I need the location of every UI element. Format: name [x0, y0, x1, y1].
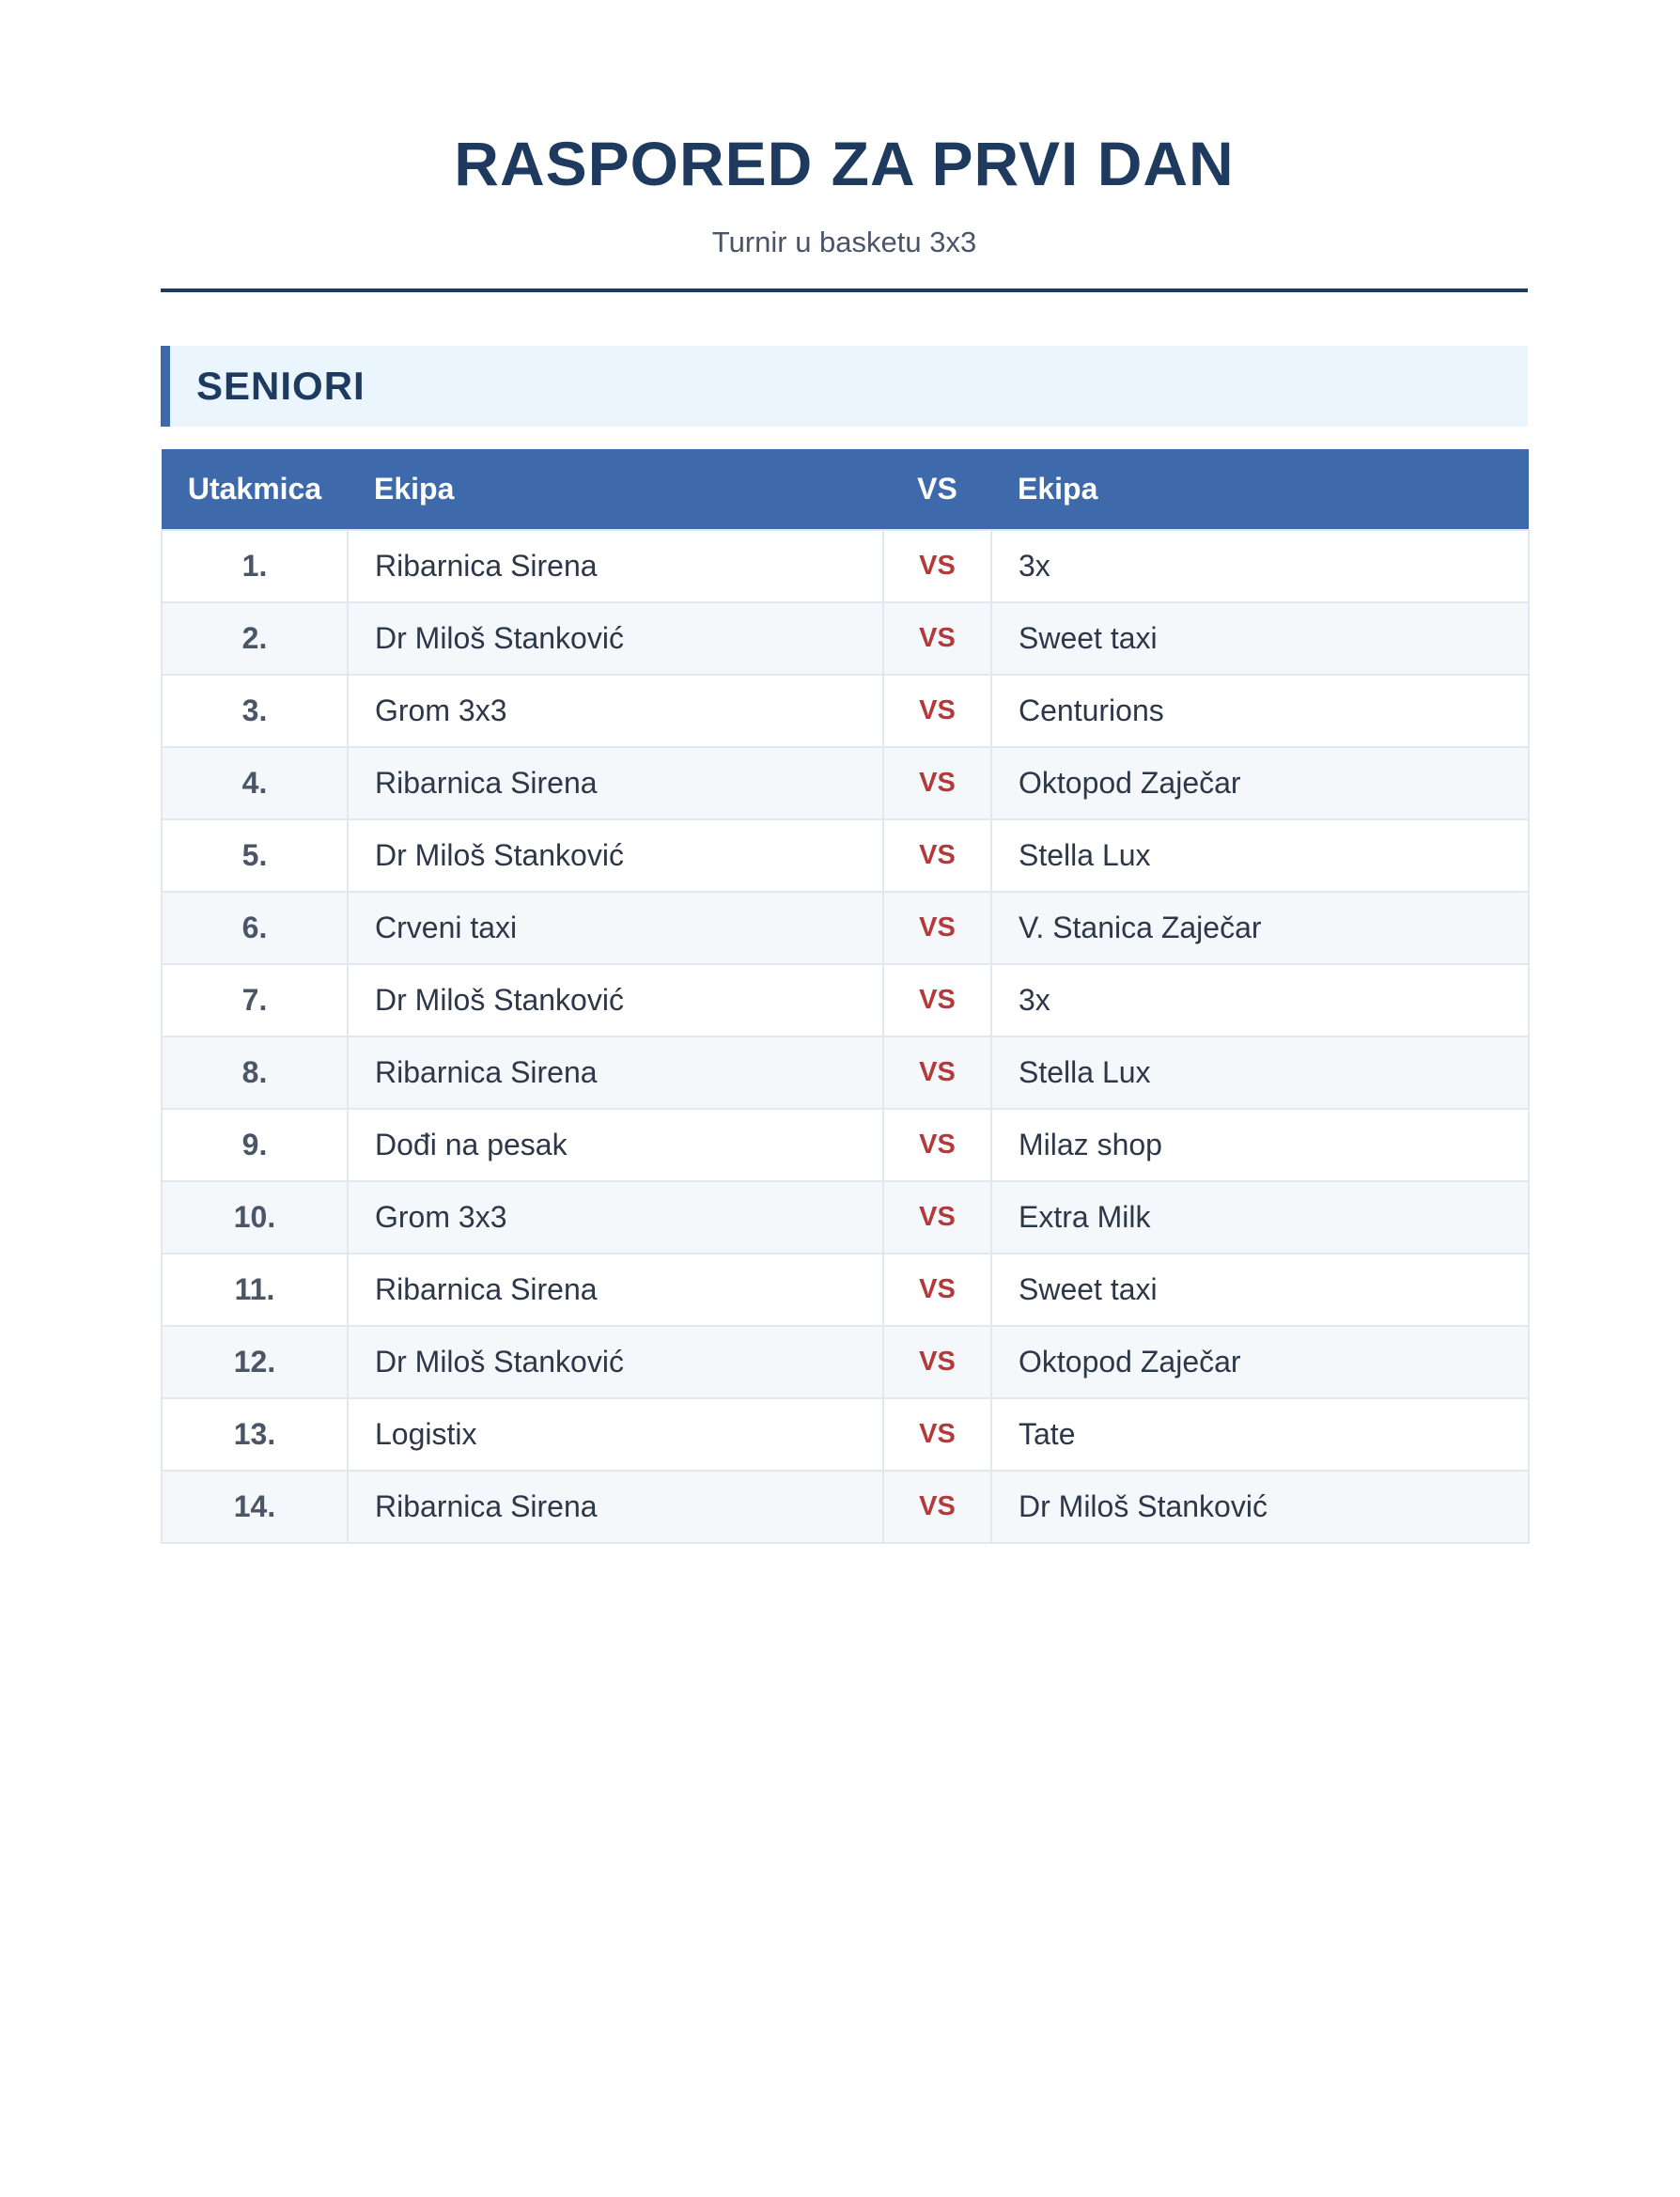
- home-team-cell: Ribarnica Sirena: [348, 1036, 883, 1109]
- vs-label-cell: VS: [883, 747, 991, 819]
- table-body: [162, 530, 1529, 1543]
- table-row: [162, 1398, 1529, 1471]
- match-number-cell: 11.: [162, 1254, 348, 1326]
- vs-label-cell: VS: [883, 1109, 991, 1181]
- away-team-cell: Oktopod Zaječar: [991, 747, 1529, 819]
- match-number-cell: 9.: [162, 1109, 348, 1181]
- title-divider: [161, 288, 1528, 292]
- away-team-cell: Oktopod Zaječar: [991, 1326, 1529, 1398]
- section-heading: [161, 346, 1528, 427]
- home-team-cell: Logistix: [348, 1398, 883, 1471]
- away-team-cell: Stella Lux: [991, 1036, 1529, 1109]
- table-row: [162, 1181, 1529, 1254]
- home-team-cell: Ribarnica Sirena: [348, 747, 883, 819]
- vs-label-cell: VS: [883, 964, 991, 1036]
- table-row: [162, 964, 1529, 1036]
- vs-label-cell: VS: [883, 1254, 991, 1326]
- vs-label-cell: VS: [883, 1398, 991, 1471]
- vs-label-cell: VS: [883, 530, 991, 602]
- home-team-cell: Dođi na pesak: [348, 1109, 883, 1181]
- vs-label-cell: VS: [883, 675, 991, 747]
- table-header: [162, 449, 1529, 530]
- column-header-team1: Ekipa: [348, 449, 883, 530]
- page-subtitle: Turnir u basketu 3x3: [711, 226, 977, 258]
- away-team-cell: Tate: [991, 1398, 1529, 1471]
- column-header-vs: VS: [883, 449, 991, 530]
- away-team-cell: V. Stanica Zaječar: [991, 892, 1529, 964]
- home-team-cell: Ribarnica Sirena: [348, 530, 883, 602]
- home-team-cell: Dr Miloš Stanković: [348, 819, 883, 892]
- away-team-cell: Milaz shop: [991, 1109, 1529, 1181]
- home-team-cell: Crveni taxi: [348, 892, 883, 964]
- home-team-cell: Dr Miloš Stanković: [348, 1326, 883, 1398]
- match-number-cell: 1.: [162, 530, 348, 602]
- match-number-cell: 7.: [162, 964, 348, 1036]
- away-team-cell: Centurions: [991, 675, 1529, 747]
- table-row: [162, 530, 1529, 602]
- vs-label-cell: VS: [883, 1036, 991, 1109]
- away-team-cell: Dr Miloš Stanković: [991, 1471, 1529, 1543]
- table-row: [162, 819, 1529, 892]
- table-header-row: [162, 449, 1529, 530]
- table-row: [162, 675, 1529, 747]
- table-row: [162, 892, 1529, 964]
- vs-label-cell: VS: [883, 602, 991, 675]
- column-header-team2: Ekipa: [991, 449, 1529, 530]
- home-team-cell: Ribarnica Sirena: [348, 1254, 883, 1326]
- match-number-cell: 3.: [162, 675, 348, 747]
- home-team-cell: Dr Miloš Stanković: [348, 602, 883, 675]
- match-number-cell: 4.: [162, 747, 348, 819]
- section-heading-label: SENIORI: [196, 364, 366, 408]
- match-number-cell: 5.: [162, 819, 348, 892]
- away-team-cell: Extra Milk: [991, 1181, 1529, 1254]
- table-row: [162, 747, 1529, 819]
- away-team-cell: 3x: [991, 964, 1529, 1036]
- table-row: [162, 1471, 1529, 1543]
- schedule-table: [161, 449, 1530, 1544]
- match-number-cell: 14.: [162, 1471, 348, 1543]
- column-header-match: Utakmica: [162, 449, 348, 530]
- table-row: [162, 1254, 1529, 1326]
- table-row: [162, 1109, 1529, 1181]
- match-number-cell: 2.: [162, 602, 348, 675]
- vs-label-cell: VS: [883, 1326, 991, 1398]
- home-team-cell: Grom 3x3: [348, 1181, 883, 1254]
- match-number-cell: 8.: [162, 1036, 348, 1109]
- match-number-cell: 12.: [162, 1326, 348, 1398]
- vs-label-cell: VS: [883, 892, 991, 964]
- away-team-cell: Sweet taxi: [991, 1254, 1529, 1326]
- vs-label-cell: VS: [883, 819, 991, 892]
- away-team-cell: Stella Lux: [991, 819, 1529, 892]
- home-team-cell: Grom 3x3: [348, 675, 883, 747]
- home-team-cell: Ribarnica Sirena: [348, 1471, 883, 1543]
- vs-label-cell: VS: [883, 1181, 991, 1254]
- table-row: [162, 1036, 1529, 1109]
- match-number-cell: 6.: [162, 892, 348, 964]
- vs-label-cell: VS: [883, 1471, 991, 1543]
- page-title: RASPORED ZA PRVI DAN: [454, 129, 1235, 198]
- table-row: [162, 1326, 1529, 1398]
- table-row: [162, 602, 1529, 675]
- away-team-cell: Sweet taxi: [991, 602, 1529, 675]
- match-number-cell: 13.: [162, 1398, 348, 1471]
- home-team-cell: Dr Miloš Stanković: [348, 964, 883, 1036]
- match-number-cell: 10.: [162, 1181, 348, 1254]
- away-team-cell: 3x: [991, 530, 1529, 602]
